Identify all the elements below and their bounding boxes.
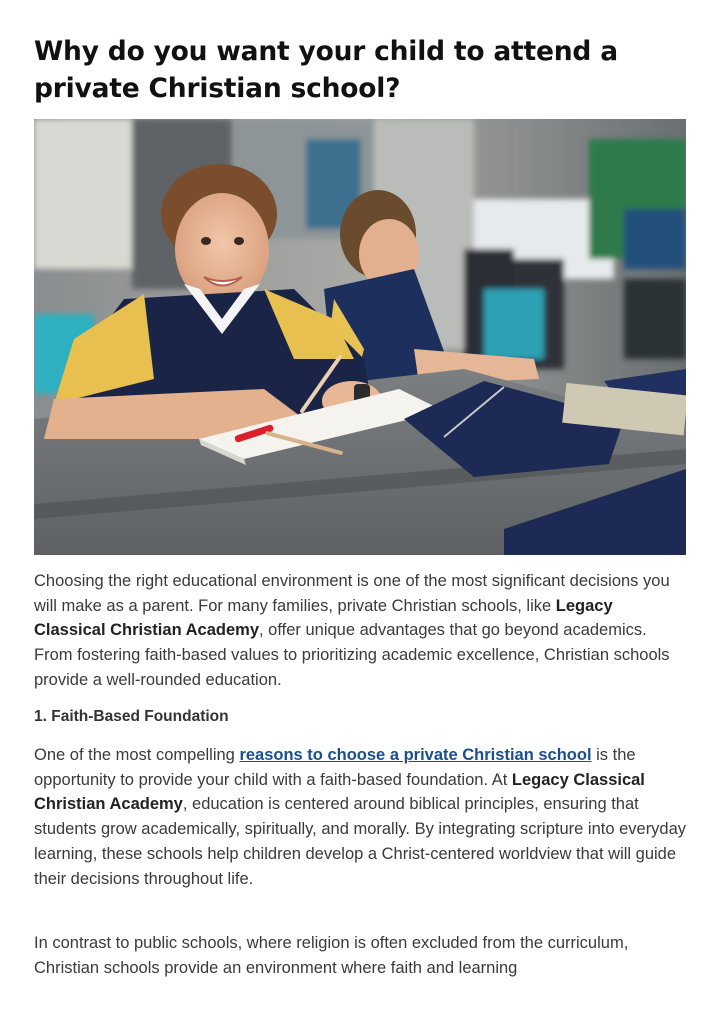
page-title: Why do you want your child to attend a private Christian school? (34, 36, 618, 104)
paragraph-text-start: One of the most compelling (34, 746, 240, 764)
intro-text-start: Choosing the right educational environment is one of the most significant decisions you will make as a parent. For many families, private Christian schools, like (34, 572, 670, 615)
section-paragraph-1 (34, 743, 688, 891)
reasons-link[interactable]: reasons to choose a private Christian school (239, 746, 592, 764)
hero-image (34, 119, 686, 555)
intro-paragraph (34, 569, 688, 693)
school-name: Legacy Classical Christian Academy (34, 770, 645, 814)
section-heading: 1. Faith-Based Foundation (34, 708, 229, 725)
intro-text-end: , offer unique advantages that go beyond academics. From fostering faith-based values to prioritizing academic excellence, Christian schools provide a well-rounded education. (34, 621, 670, 689)
paragraph-text-middle: is the opportunity to provide your child with a faith-based foundation. At (34, 746, 636, 789)
school-name: Legacy Classical Christian Academy (34, 596, 613, 640)
paragraph-text-end: , education is centered around biblical principles, ensuring that students grow academically, spiritually, and morally. By integrating scripture into everyday learning, these schools help children develop a Christ-centered worldview that will guide their decisions throughout life. (34, 795, 687, 888)
section-paragraph-2: In contrast to public schools, where religion is often excluded from the curriculum, Christian schools provide an environment where faith and learning (34, 934, 629, 977)
